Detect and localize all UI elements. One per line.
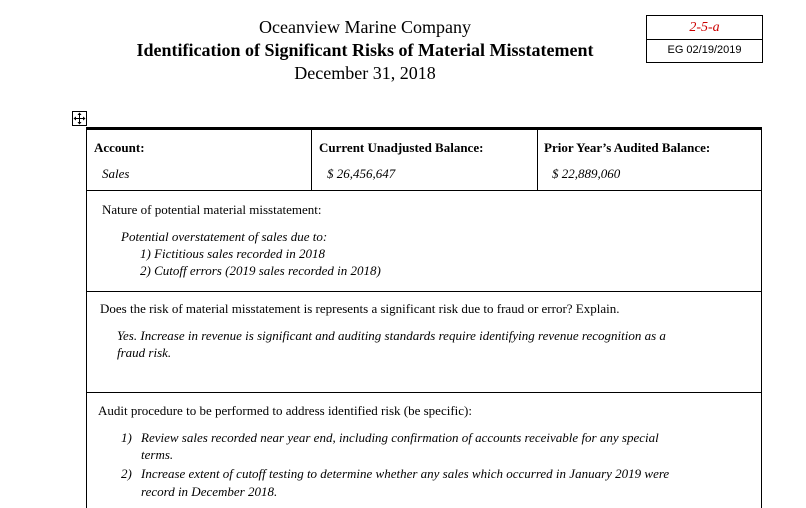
- procedure-text-continued: record in December 2018.: [141, 484, 278, 499]
- risk-answer: Yes. Increase in revenue is significant and auditing standards require identifying revenue recognition as a: [117, 328, 666, 343]
- table-row-divider: [86, 392, 762, 393]
- risk-question: Does the risk of material misstatement is represents a significant risk due to fraud or error? Explain.: [100, 301, 620, 316]
- table-right-border: [761, 130, 762, 508]
- procedure-number: 2): [121, 466, 132, 481]
- document-title: Identification of Significant Risks of Material Misstatement: [136, 40, 594, 60]
- reference-code: 2-5-a: [647, 17, 762, 40]
- account-value: Sales: [102, 166, 130, 181]
- prior-balance-value: $ 22,889,060: [552, 166, 621, 181]
- document-date: December 31, 2018: [294, 63, 436, 83]
- nature-item: 2) Cutoff errors (2019 sales recorded in 2018): [140, 263, 381, 278]
- reference-box: [646, 15, 763, 63]
- account-header: Account:: [94, 140, 145, 155]
- procedure-text-continued: terms.: [141, 447, 174, 462]
- table-move-handle-icon[interactable]: [72, 111, 87, 126]
- nature-label: Nature of potential material misstatement:: [102, 202, 322, 217]
- table-column-divider: [537, 130, 538, 190]
- company-name: Oceanview Marine Company: [259, 17, 471, 37]
- nature-intro: Potential overstatement of sales due to:: [121, 229, 328, 244]
- table-row-divider: [86, 291, 762, 292]
- table-row-divider: [86, 190, 762, 191]
- table-top-border: [86, 127, 762, 130]
- procedures-label: Audit procedure to be performed to address identified risk (be specific):: [98, 403, 472, 418]
- nature-item: 1) Fictitious sales recorded in 2018: [140, 246, 325, 261]
- prior-balance-header: Prior Year’s Audited Balance:: [544, 140, 711, 155]
- procedure-text: Increase extent of cutoff testing to determine whether any sales which occurred in January 2019 were: [141, 466, 670, 481]
- procedure-number: 1): [121, 430, 132, 445]
- risk-answer-continued: fraud risk.: [117, 345, 172, 360]
- table-left-border: [86, 130, 87, 508]
- current-balance-value: $ 26,456,647: [327, 166, 396, 181]
- reference-initials-date: EG 02/19/2019: [667, 44, 742, 56]
- procedure-text: Review sales recorded near year end, including confirmation of accounts receivable for any special: [141, 430, 659, 445]
- table-column-divider: [311, 130, 312, 190]
- current-balance-header: Current Unadjusted Balance:: [319, 140, 484, 155]
